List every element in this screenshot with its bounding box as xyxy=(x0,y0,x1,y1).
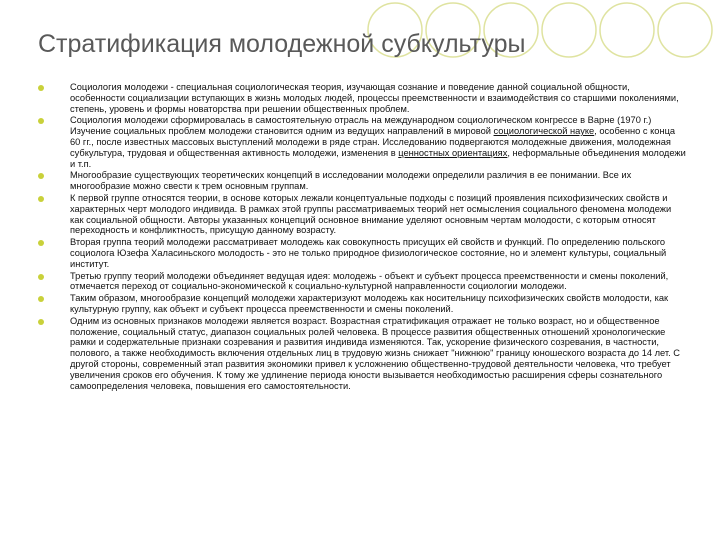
list-item xyxy=(38,237,686,269)
list-item xyxy=(38,193,686,236)
list-item xyxy=(38,293,686,315)
paragraph-text: Одним из основных признаков молодежи является возраст. Возрастная стратификация отражает не только возраст, но и общественное положение, социальный статус, диапазон социальных ролей человека. В процессе развития общественных отношений хронологические рамки и содержательные признаки созревания и развития индивида изменяются. Так, ускорение физического созревания, в частности, полового, а также необходимость включения отдельных лиц в трудовую жизнь снижает "нижнюю" границу юношеского возраста до 14 лет. С другой стороны, современный этап развития экономики привел к усложнению общественно-трудовой деятельности человека, что требует увеличения сроков его обучения. К тому же удлинение периода юности вызывается необходимостью расширения сферы сознательного самоопределения человека, повышения его самостоятельности. xyxy=(70,315,681,391)
inline-link[interactable]: ценностных ориентациях xyxy=(398,147,508,158)
bullet-dot-icon xyxy=(38,85,44,91)
paragraph-text: Таким образом, многообразие концепций молодежи характеризуют молодежь как носительницу психофизических свойств молодости, как культурную группу, как объект и субъект процесса преемственности и смены поколений. xyxy=(70,293,669,314)
bullet-dot-icon xyxy=(38,319,44,325)
list-item xyxy=(38,316,686,392)
paragraph-text: Многообразие существующих теоретических концепций в исследовании молодежи определили различия в ее понимании. Все их многообразие можно свести к трем основным группам. xyxy=(70,170,632,192)
paragraph-text: , неформальные объединения молодежи и т.п. xyxy=(70,147,686,169)
slide-title: Стратификация молодежной субкультуры xyxy=(38,30,526,58)
bullet-dot-icon xyxy=(38,173,44,179)
paragraph-text: Социология молодежи сформировалась в самостоятельную отрасль на международном социологическом конгрессе в Варне (1970 г.) Изучение социальных проблем молодежи становится одним из ведущих направлений в мировой xyxy=(70,115,652,137)
bullet-dot-icon xyxy=(38,196,44,202)
bullet-dot-icon xyxy=(38,296,44,302)
list-item xyxy=(38,170,686,192)
list-item xyxy=(38,82,686,114)
bullet-list xyxy=(38,82,686,391)
bullet-dot-icon xyxy=(38,118,44,124)
paragraph-text: К первой группе относятся теории, в основе которых лежали концептуальные подходы с позиций проявления психофизических свойств и характерных черт молодого индивида. В рамках этой группы рассматриваемых теорий нет осмысления социального феномена молодежи как социальной общности. Авторы указанных концепций основное внимание уделяют основным чертам молодости, с которым относят переходность и конфликтность, присущую данному возрасту. xyxy=(70,192,672,236)
paragraph-text: , особенно с конца 60 гг., после известных массовых выступлений молодежи в ряде стран. Исследованию подвергаются молодежные движения, молодежная субкультура, трудовая и общественная активность молодежи, изменения в xyxy=(70,126,676,158)
paragraph-text: Вторая группа теорий молодежи рассматривает молодежь как совокупность присущих ей свойств и функций. По определению польского социолога Юзефа Халасиньского молодость - это не только природное физиологическое состояние, но и элемент культуры, социальный институт. xyxy=(70,237,667,269)
paragraph-text: Третью группу теорий молодежи объединяет ведущая идея: молодежь - объект и субъект процесса преемственности и смены поколений, отмечается переход от социально-экономической к социально-культурной направленности социологии молодежи. xyxy=(70,270,669,292)
paragraph-text: Социология молодежи - специальная социологическая теория, изучающая сознание и поведение данной социальной общности, особенности социализации вступающих в жизнь молодых людей, процессы преемственности и взаимодействия со старшими поколениями, степень, уровень и формы новаторства при решении общественных проблем. xyxy=(70,82,679,114)
bullet-dot-icon xyxy=(38,274,44,280)
inline-link[interactable]: социологической науке xyxy=(493,126,595,137)
bullet-dot-icon xyxy=(38,240,44,246)
slide-content xyxy=(38,82,686,392)
list-item xyxy=(38,271,686,293)
list-item xyxy=(38,115,686,169)
